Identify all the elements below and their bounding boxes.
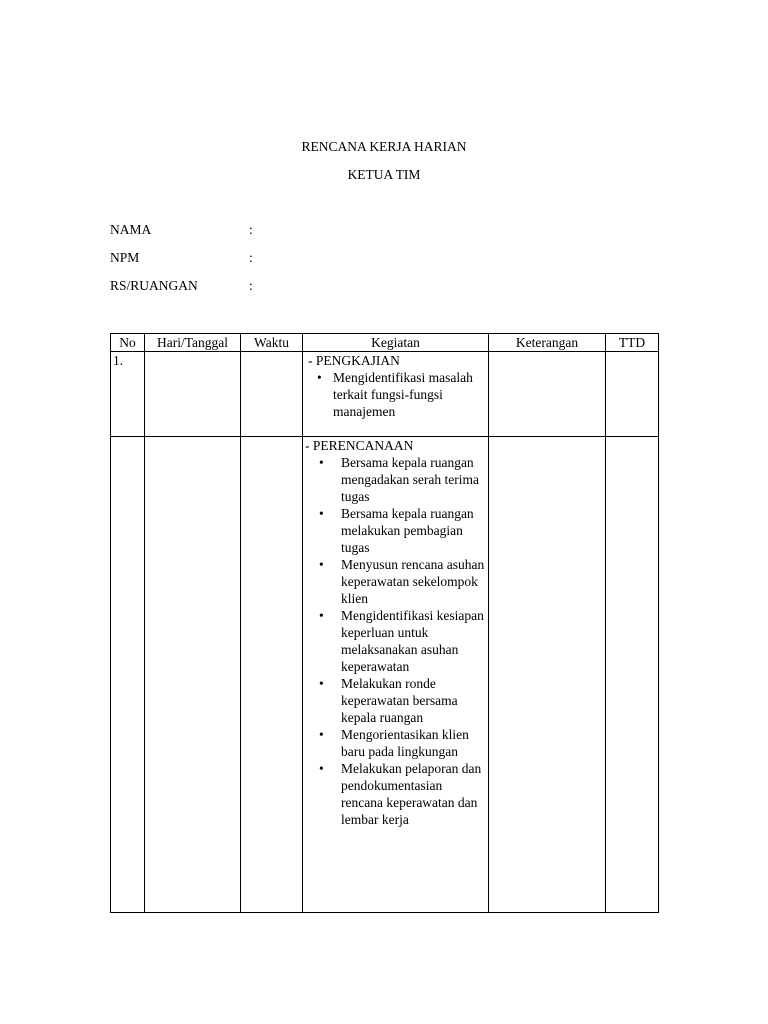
bullet-icon: • — [319, 506, 324, 521]
cell-keterangan — [489, 437, 606, 913]
header-keterangan: Keterangan — [489, 334, 606, 352]
header-kegiatan: Kegiatan — [303, 334, 489, 352]
list-item — [305, 675, 486, 726]
table-row — [111, 437, 659, 913]
bullet-icon: • — [319, 761, 324, 776]
cell-kegiatan — [303, 437, 489, 913]
cell-waktu — [241, 352, 303, 437]
bullet-icon: • — [319, 557, 324, 572]
cell-kegiatan — [303, 352, 489, 437]
section-perencanaan: - PERENCANAAN — [305, 438, 414, 453]
header-hari-tanggal: Hari/Tanggal — [145, 334, 241, 352]
list-item-text: Melakukan ronde keperawatan bersama kepala ruangan — [341, 676, 458, 725]
list-item — [305, 760, 486, 828]
field-nama — [110, 222, 253, 238]
list-item-text: Mengorientasikan klien baru pada lingkungan — [341, 727, 469, 759]
field-colon-nama: : — [249, 222, 253, 237]
list-item — [305, 454, 486, 505]
section-pengkajian: - PENGKAJIAN — [308, 353, 400, 368]
header-waktu: Waktu — [241, 334, 303, 352]
list-item-text: Bersama kepala ruangan melakukan pembagian tugas — [341, 506, 474, 555]
field-npm — [110, 250, 253, 266]
list-item-text: Mengidentifikasi kesiapan keperluan untuk melaksanakan asuhan keperawatan — [341, 608, 484, 674]
cell-keterangan — [489, 352, 606, 437]
table-row — [111, 352, 659, 437]
perencanaan-list — [305, 454, 486, 828]
bullet-icon: • — [319, 676, 324, 691]
list-item-text: Menyusun rencana asuhan keperawatan sekelompok klien — [341, 557, 485, 606]
activity-table — [110, 333, 659, 913]
cell-waktu — [241, 437, 303, 913]
document-subtitle: KETUA TIM — [347, 167, 421, 182]
list-item-text: Bersama kepala ruangan mengadakan serah terima tugas — [341, 455, 479, 504]
bullet-icon: • — [319, 608, 324, 623]
document-title: RENCANA KERJA HARIAN — [301, 139, 467, 154]
cell-hari-tanggal — [145, 437, 241, 913]
cell-no: 1. — [111, 352, 145, 437]
field-label-npm: NPM — [110, 250, 140, 265]
bullet-icon: • — [319, 727, 324, 742]
field-label-rs-ruangan: RS/RUANGAN — [110, 278, 198, 293]
cell-no — [111, 437, 145, 913]
bullet-icon: • — [317, 370, 322, 385]
list-item — [305, 556, 486, 607]
field-colon-npm: : — [249, 250, 253, 265]
list-item-text: Mengidentifikasi masalah terkait fungsi-fungsi manajemen — [333, 370, 473, 419]
table-header-row — [111, 334, 659, 352]
cell-ttd — [606, 352, 659, 437]
cell-ttd — [606, 437, 659, 913]
field-colon-rs-ruangan: : — [249, 278, 253, 293]
list-item — [305, 505, 486, 556]
cell-hari-tanggal — [145, 352, 241, 437]
field-rs-ruangan — [110, 278, 253, 294]
field-label-nama: NAMA — [110, 222, 152, 237]
header-no: No — [111, 334, 145, 352]
list-item — [305, 607, 486, 675]
bullet-icon: • — [319, 455, 324, 470]
list-item — [305, 726, 486, 760]
pengkajian-list — [305, 369, 486, 420]
header-ttd: TTD — [606, 334, 659, 352]
list-item — [305, 369, 486, 420]
list-item-text: Melakukan pelaporan dan pendokumentasian rencana keperawatan dan lembar kerja — [341, 761, 482, 827]
